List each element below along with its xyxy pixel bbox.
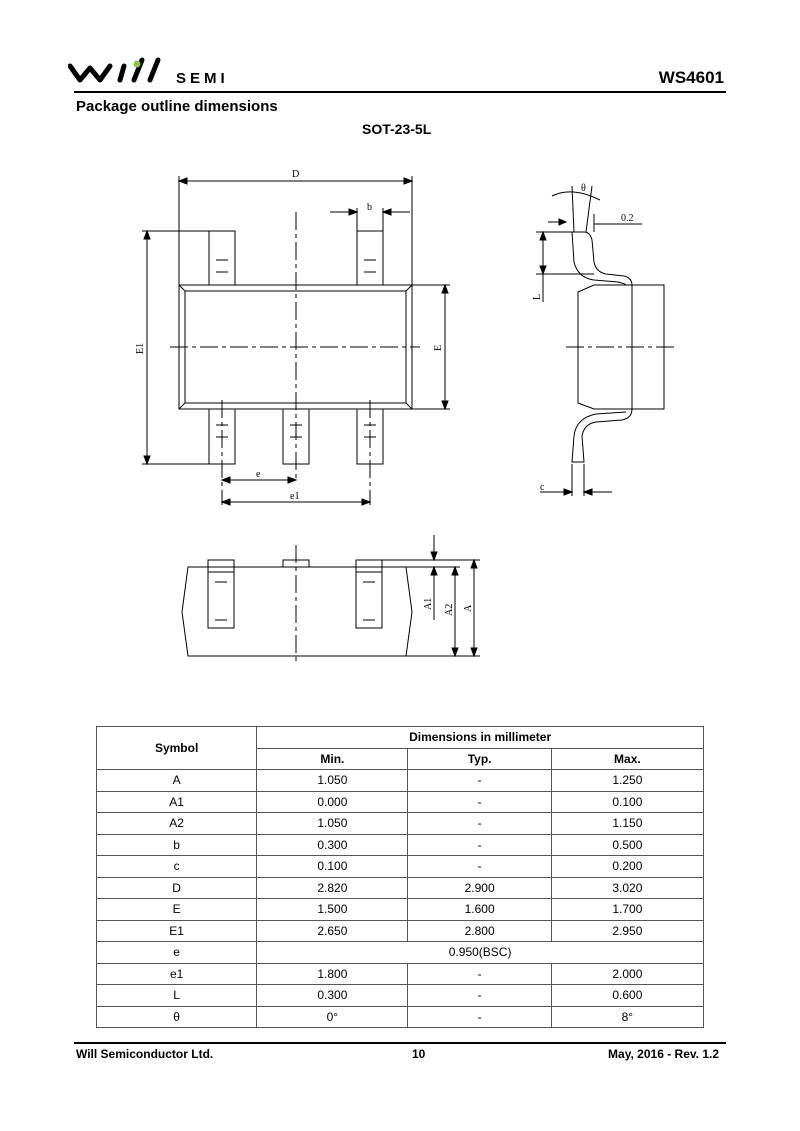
cell-typ: 2.900 [408,877,551,899]
cell-typ: - [408,985,551,1007]
cell-max: 0.200 [551,856,703,878]
cell-min: 0.300 [257,985,408,1007]
table-row [97,834,704,856]
table-row [97,856,704,878]
max-header: Max. [551,748,703,770]
cell-typ: - [408,1006,551,1028]
cell-symbol: L [97,985,257,1007]
table-row [97,920,704,942]
table-row [97,770,704,792]
cell-symbol: e [97,942,257,964]
table-row [97,813,704,835]
label-c: c [540,482,545,493]
cell-symbol: b [97,834,257,856]
cell-typ: 2.800 [408,920,551,942]
cell-typ: - [408,791,551,813]
cell-symbol: θ [97,1006,257,1028]
cell-max: 1.700 [551,899,703,921]
label-E: E [433,344,444,351]
cell-typ: 1.600 [408,899,551,921]
cell-typ: - [408,834,551,856]
cell-min: 1.050 [257,770,408,792]
label-b: b [367,202,372,213]
brand-name: SEMI [176,70,229,87]
cell-max: 0.100 [551,791,703,813]
cell-max: 0.500 [551,834,703,856]
cell-typ: - [408,856,551,878]
cell-symbol: E [97,899,257,921]
cell-min: 0° [257,1006,408,1028]
cell-min: 1.050 [257,813,408,835]
cell-typ: - [408,770,551,792]
cell-max: 1.150 [551,813,703,835]
cell-max: 0.600 [551,985,703,1007]
footer-rule [74,1042,726,1044]
cell-min: 0.100 [257,856,408,878]
cell-min: 1.800 [257,963,408,985]
label-A2: A2 [444,603,455,616]
label-A1: A1 [423,597,434,610]
cell-max: 8° [551,1006,703,1028]
cell-symbol: A1 [97,791,257,813]
cell-typ: - [408,813,551,835]
table-row [97,985,704,1007]
table-row [97,942,704,964]
cell-min: 1.500 [257,899,408,921]
cell-symbol: A [97,770,257,792]
label-e1: e1 [290,491,300,502]
label-L: L [532,293,543,300]
table-row [97,899,704,921]
cell-min: 2.820 [257,877,408,899]
footer-company: Will Semiconductor Ltd. [76,1047,214,1061]
symbol-header: Symbol [97,727,257,770]
cell-symbol: c [97,856,257,878]
cell-min: 0.300 [257,834,408,856]
section-title: Package outline dimensions [76,98,278,115]
cell-symbol: e1 [97,963,257,985]
cell-max: 1.250 [551,770,703,792]
label-e: e [256,469,261,480]
cell-symbol: D [97,877,257,899]
cell-symbol: E1 [97,920,257,942]
document-id: WS4601 [658,68,724,87]
dimensions-group-header: Dimensions in millimeter [257,727,704,749]
cell-bsc-value: 0.950(BSC) [257,942,704,964]
cell-min: 0.000 [257,791,408,813]
cell-max: 2.000 [551,963,703,985]
table-row [97,963,704,985]
page-number: 10 [412,1047,426,1061]
label-gauge: 0.2 [621,213,634,224]
cell-min: 2.650 [257,920,408,942]
package-name: SOT-23-5L [362,121,432,137]
label-D: D [292,169,300,180]
cell-typ: - [408,963,551,985]
table-row [97,877,704,899]
cell-symbol: A2 [97,813,257,835]
dimensions-table [96,726,704,1028]
table-row [97,1006,704,1028]
footer-revision: May, 2016 - Rev. 1.2 [608,1047,719,1061]
min-header: Min. [257,748,408,770]
table-row [97,791,704,813]
typ-header: Typ. [408,748,551,770]
label-E1: E1 [135,342,146,354]
label-theta: θ [581,183,586,194]
cell-max: 3.020 [551,877,703,899]
label-A: A [463,604,474,612]
cell-max: 2.950 [551,920,703,942]
